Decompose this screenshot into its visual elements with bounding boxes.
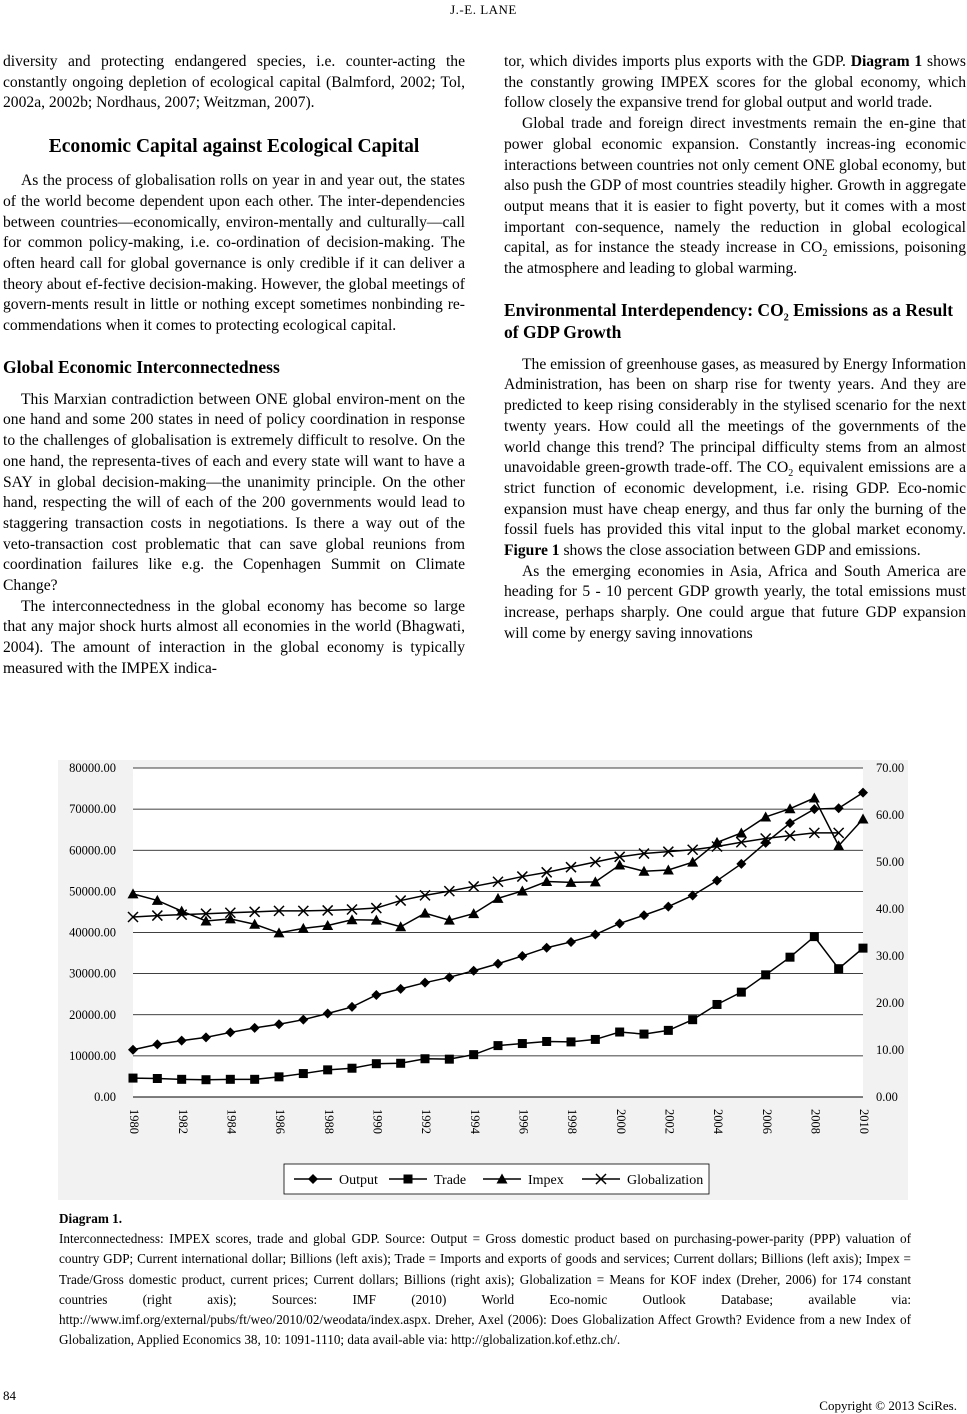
legend-label: Impex bbox=[528, 1173, 564, 1188]
data-point bbox=[372, 1059, 381, 1068]
x-tick-label: 2004 bbox=[711, 1109, 726, 1134]
data-point bbox=[494, 1041, 503, 1050]
y-left-tick-label: 40000.00 bbox=[69, 925, 116, 940]
x-tick-label: 2006 bbox=[759, 1109, 774, 1134]
x-tick-label: 2008 bbox=[808, 1109, 823, 1134]
left-column bbox=[3, 52, 465, 680]
paragraph: This Marxian contradiction between ONE global environ-ment on the one hand and some 200 states in need of policy coordination in response to the challenges of globalisation is extremely difficult to resolve. On the one hand, the representa-tives of each and every state will want to have a SAY in global decision-making—the unanimity principle. On the other hand, respecting the will of each of the 200 governments would lead to staggering transaction costs in negotiations. Is there a way out of the veto-transaction cost problematic that can save global reunions from coordination failures like e.g. the Copenhagen Summit on Climate Change? bbox=[3, 390, 465, 595]
right-column bbox=[504, 52, 966, 645]
data-point bbox=[396, 1059, 405, 1068]
y-left-tick-label: 50000.00 bbox=[69, 884, 116, 899]
y-right-tick-label: 20.00 bbox=[876, 996, 905, 1010]
legend-label: Output bbox=[339, 1173, 378, 1188]
data-point bbox=[737, 988, 746, 997]
x-tick-label: 2010 bbox=[857, 1109, 872, 1134]
section-heading: Economic Capital against Ecological Capital bbox=[48, 136, 420, 158]
paragraph: The interconnectedness in the global economy has become so large that any major shock hurts almost all economies in the world (Bhagwati, 2004). The amount of interaction in the global economy is typically measured with the IMPEX indica- bbox=[3, 597, 465, 677]
x-tick-label: 1992 bbox=[419, 1109, 434, 1134]
paragraph: tor, which divides imports plus exports with the GDP. Diagram 1 shows the constantly growing IMPEX scores for the global economy, which follow closely the expansive trend for global output and world trade. bbox=[504, 53, 967, 112]
data-point bbox=[226, 1075, 235, 1084]
x-tick-label: 1998 bbox=[565, 1109, 580, 1134]
y-left-tick-label: 20000.00 bbox=[69, 1007, 116, 1022]
data-point bbox=[202, 1075, 211, 1084]
data-point bbox=[859, 944, 868, 953]
data-point bbox=[421, 1054, 430, 1063]
y-right-tick-label: 30.00 bbox=[876, 949, 905, 963]
data-point bbox=[542, 1037, 551, 1046]
data-point bbox=[664, 1026, 673, 1035]
y-left-tick-label: 0.00 bbox=[94, 1090, 116, 1104]
data-point bbox=[153, 1074, 162, 1083]
y-right-tick-label: 60.00 bbox=[876, 808, 905, 822]
data-point bbox=[469, 1050, 478, 1059]
data-point bbox=[567, 1037, 576, 1046]
data-point bbox=[591, 1035, 600, 1044]
x-tick-label: 1982 bbox=[175, 1109, 190, 1134]
data-point bbox=[250, 1075, 259, 1084]
y-left-tick-label: 10000.00 bbox=[69, 1048, 116, 1063]
y-left-tick-label: 60000.00 bbox=[69, 843, 116, 858]
paragraph: Global trade and foreign direct investments remain the en-gine that power global economic expansion. Constantly increas-ing economic interactions between countries not only cement ONE global economy, but also push the GDP of most countries steadily higher. Growth in aggregate output means that it is easier to fight poverty, but it comes with a most important con-sequence, namely the reduction in global ecological capital, as for instance the steady increase in $CO_2$ emissions, poisoning the atmosphere and leading to global warming. bbox=[504, 115, 966, 278]
y-left-tick-label: 30000.00 bbox=[69, 966, 116, 981]
data-point bbox=[323, 1065, 332, 1074]
y-left-tick-label: 80000.00 bbox=[69, 761, 116, 775]
y-left-tick-label: 70000.00 bbox=[69, 802, 116, 817]
running-head: J.-E. LANE bbox=[450, 2, 517, 17]
data-point bbox=[713, 1000, 722, 1009]
section-heading: Environmental Interdependency: $CO_2$ Emissions as a Result of GDP Growth bbox=[504, 299, 954, 342]
x-tick-label: 1990 bbox=[370, 1109, 385, 1134]
diagram-reference: Diagram 1 bbox=[850, 53, 923, 70]
data-point bbox=[129, 1074, 138, 1083]
data-point bbox=[688, 1015, 697, 1024]
data-point bbox=[615, 1028, 624, 1037]
x-tick-label: 1984 bbox=[224, 1109, 239, 1134]
data-point bbox=[761, 970, 770, 979]
data-point bbox=[640, 1030, 649, 1039]
diagram-1-chart bbox=[58, 760, 908, 1200]
data-point bbox=[348, 1064, 357, 1073]
figure-reference: Figure 1 bbox=[504, 542, 560, 560]
data-point bbox=[299, 1069, 308, 1078]
y-right-tick-label: 0.00 bbox=[876, 1090, 898, 1104]
data-point bbox=[445, 1055, 454, 1064]
section-heading: Global Economic Interconnectedness bbox=[3, 356, 280, 377]
caption-title: Diagram 1. bbox=[59, 1211, 122, 1226]
data-point bbox=[834, 964, 843, 973]
paragraph: As the emerging economies in Asia, Africa and South America are heading for 5 - 10 percent GDP growth yearly, the total emissions must increase, perhaps sharply. One could argue that future GDP expansion will come by energy saving innovations bbox=[504, 562, 966, 642]
x-tick-label: 1988 bbox=[321, 1109, 336, 1134]
legend-label: Globalization bbox=[627, 1173, 704, 1188]
caption-text: Interconnectedness: IMPEX scores, trade and global GDP. Source: Output = Gross domestic product based on purchasing-power-parity (PPP) valuation of country GDP; Current international dollar; Billions (left axis); Trade = Imports and exports of goods and services; Current dollars; Billions (left axis); Impex = Trade/Gross domestic product, current prices; Current dollars; Billions (right axis); Globalization = Means for KOF index (Dreher, 2006) for 174 constant countries (right axis); Sources: IMF (2010) World Eco-nomic Outlook Database; available via: http://www.imf.org/external/pubs/ft/weo/2010/02/weodata/index.aspx. Dreher, Axel (2006): Does Globalization Affect Growth? Evidence from a new Index of Globalization, Applied Economics 38, 10: 1091-1110; data avail-able via: http://globalization.kof.ethz.ch/. bbox=[59, 1231, 911, 1348]
y-right-tick-label: 10.00 bbox=[876, 1043, 905, 1057]
data-point bbox=[404, 1175, 413, 1184]
data-point bbox=[177, 1075, 186, 1084]
x-tick-label: 1994 bbox=[467, 1109, 482, 1134]
x-tick-label: 1980 bbox=[127, 1109, 142, 1134]
chart-legend bbox=[284, 1164, 709, 1194]
x-tick-label: 2000 bbox=[613, 1109, 628, 1134]
paragraph: As the process of globalisation rolls on year in and year out, the states of the world become dependent upon each other. The inter-dependencies between countries—economically, environ-mentally and culturally—call for common policy-making, i.e. co-ordination of decision-making. The often heard call for global governance is only credible if it can deliver a theory about ef-fective decision-making. However, the global meetings of govern-ments result in little or nothing except sometimes nonbinding re-commendations when it comes to protecting ecological capital. bbox=[3, 172, 465, 335]
paragraph: The emission of greenhouse gases, as measured by Energy Information Administration, has been on sharp rise for twenty years. And they are predicted to keep rising considerably in the stylised scenario for the next twenty years. How could all the meetings of the governments of the world change this trend? The principal difficulty stems from an almost unavoidable green-growth trade-off. The $CO_2$ equivalent emissions are a strict function of economic development, i.e. rising GDP. Eco-nomic expansion must have cheap energy, and thus far only the burning of the fossil fuels has provided this vital input to the global market economy. Figure 1 shows the close association between GDP and emissions. bbox=[504, 355, 967, 560]
data-point bbox=[518, 1039, 527, 1048]
data-point bbox=[275, 1072, 284, 1081]
page-number: 84 bbox=[3, 1388, 16, 1403]
paragraph: diversity and protecting endangered species, i.e. counter-acting the constantly ongoing depletion of ecological capital (Balmford, 2002; Tol, 2002a, 2002b; Nordhaus, 2007; Weitzman, 2007). bbox=[3, 53, 465, 112]
x-tick-label: 1986 bbox=[273, 1109, 288, 1134]
y-right-tick-label: 50.00 bbox=[876, 855, 905, 869]
y-right-tick-label: 40.00 bbox=[876, 902, 905, 916]
data-point bbox=[810, 932, 819, 941]
data-point bbox=[786, 953, 795, 962]
y-right-tick-label: 70.00 bbox=[876, 761, 905, 775]
legend-label: Trade bbox=[434, 1173, 467, 1188]
x-tick-label: 2002 bbox=[662, 1109, 677, 1134]
copyright: Copyright © 2013 SciRes. bbox=[819, 1398, 957, 1413]
figure-caption bbox=[59, 1209, 911, 1350]
x-tick-label: 1996 bbox=[516, 1109, 531, 1134]
